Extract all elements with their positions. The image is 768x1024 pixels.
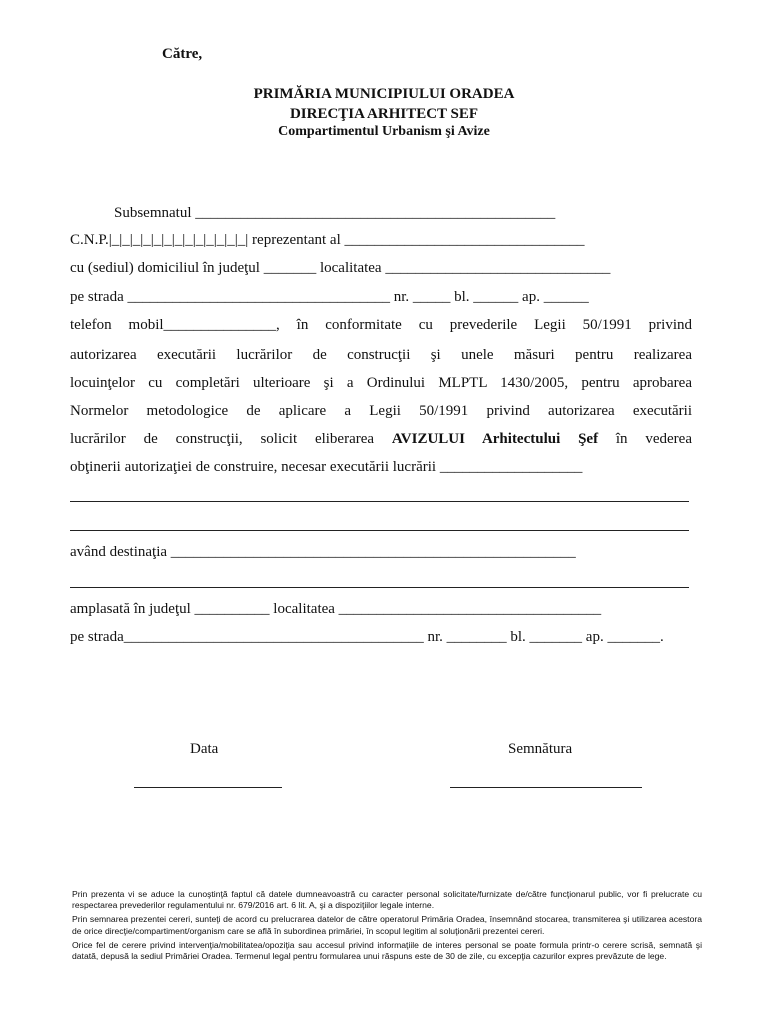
form-line-location-county: amplasată în judeţul __________ localitatea ___________________________________	[70, 601, 602, 617]
text-4-pre: lucrărilor de construcţii, solicit eliberarea	[70, 431, 392, 447]
form-line-county: cu (sediul) domiciliul în judeţul _______ localitatea ______________________________	[70, 260, 611, 276]
form-line-phone: telefon mobil_______________, în conformitate cu prevederile Legii 50/1991 privind	[70, 317, 692, 333]
form-line-text-3: Normelor metodologice de aplicare a Legii 50/1991 privind autorizarea executării	[70, 403, 692, 419]
form-line-text-1: autorizarea executării lucrărilor de construcţii şi unele măsuri pentru realizarea	[70, 347, 692, 363]
note-3: Orice fel de cerere privind intervenţia/mobilitatea/opoziţia sau accesul privind informaţiile de interes personal se poate formula printr-o cerere scrisă, semnată şi datată, depusă la sediul Primăriei Oradea. Termenul legal pentru formularea unui răspuns este de 30 de zile, cu excepţia cazurilor expres prevăzute de lege.	[72, 939, 702, 962]
form-line-cnp: C.N.P.|_|_|_|_|_|_|_|_|_|_|_|_|_| reprezentant al ________________________________	[70, 232, 585, 248]
form-line-street: pe strada ___________________________________ nr. _____ bl. ______ ap. ______	[70, 289, 589, 305]
date-line	[134, 787, 282, 788]
blank-line-1	[70, 501, 689, 502]
signature-label: Semnătura	[508, 741, 573, 757]
directorate-name: DIRECŢIA ARHITECT SEF	[289, 106, 479, 122]
data-protection-notes	[72, 889, 702, 965]
institution-name: PRIMĂRIA MUNICIPIULUI ORADEA	[253, 86, 515, 102]
date-label: Data	[190, 741, 219, 757]
form-line-destination: având destinaţia ______________________________________________________	[70, 544, 576, 560]
note-1: Prin prezenta vi se aduce la cunoştinţă faptul că datele dumneavoastră cu caracter personal solicitate/furnizate de/către funcţionarul public, vor fi prelucrate cu respectarea prevederilor regulamentului nr. 679/2016 art. 6 lit. A, şi a dispoziţiilor legale interne.	[72, 889, 702, 911]
greeting: Către,	[162, 46, 203, 62]
signature-line	[450, 787, 642, 788]
form-line-text-2: locuinţelor cu completări ulterioare şi a Ordinului MLPTL 1430/2005, pentru aprobarea	[70, 375, 692, 391]
form-line-work: obţinerii autorizaţiei de construire, necesar executării lucrării ___________________	[70, 459, 583, 475]
form-line-text-4	[70, 430, 692, 448]
blank-line-2	[70, 530, 689, 531]
text-4-post: în vederea	[598, 431, 692, 447]
department-name: Compartimentul Urbanism şi Avize	[278, 124, 490, 139]
form-line-name: Subsemnatul ________________________________________________	[114, 205, 556, 221]
note-2: Prin semnarea prezentei cereri, sunteţi de acord cu prelucrarea datelor de către operatorul Primăria Oradea, însemnând stocarea, transmiterea şi utilizarea acestora de orice direcţie/compartiment/organism care se află în subordinea primăriei, în scopul legitim al soluţionării prezentei cereri.	[72, 914, 702, 936]
form-line-location-street: pe strada________________________________________ nr. ________ bl. _______ ap. _______.	[70, 629, 664, 645]
text-4-bold: AVIZULUI Arhitectului Şef	[391, 431, 599, 447]
blank-line-3	[70, 587, 689, 588]
